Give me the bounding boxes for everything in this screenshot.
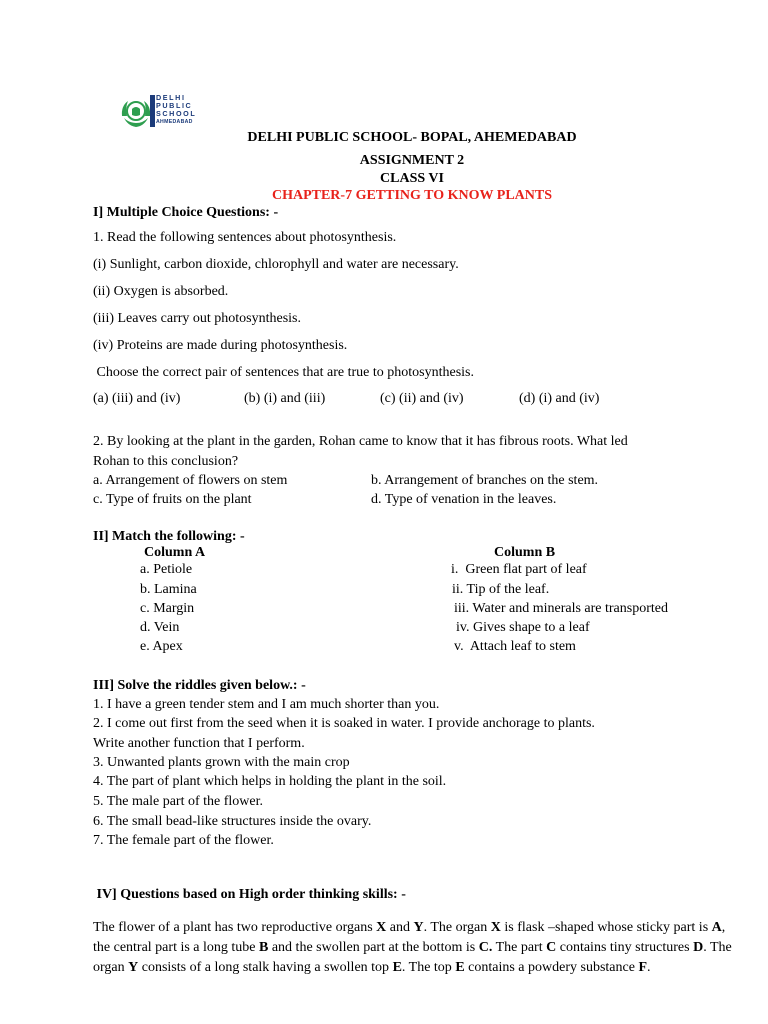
label-letter: A — [711, 920, 722, 935]
question-1-stem: 1. Read the following sentences about photosynthesis. — [93, 230, 397, 245]
match-item-b: v. Attach leaf to stem — [454, 639, 576, 654]
paragraph-text: consists of a long stalk having a swollen top — [138, 960, 393, 975]
option-d: (d) (i) and (iv) — [519, 391, 600, 406]
label-letter: Y — [128, 960, 139, 975]
paragraph-text: and — [386, 920, 414, 935]
logo-subtitle: AHMEDABAD — [156, 119, 193, 125]
paragraph-text: , the central part is a long tube — [93, 920, 726, 955]
match-item-b: ii. Tip of the leaf. — [452, 582, 550, 597]
label-letter: X — [490, 920, 501, 935]
label-letter: E — [455, 960, 465, 975]
q2-option-c: c. Type of fruits on the plant — [93, 492, 252, 507]
statement-item: (i) Sunlight, carbon dioxide, chlorophyll and water are necessary. — [93, 257, 459, 272]
q2-option-d: d. Type of venation in the leaves. — [371, 492, 557, 507]
label-letter: C — [546, 940, 557, 955]
match-item-a: c. Margin — [140, 601, 195, 616]
question-2-stem-cont: Rohan to this conclusion? — [93, 454, 239, 469]
option-a: (a) (iii) and (iv) — [93, 391, 181, 406]
label-letter: X — [376, 920, 387, 935]
match-item-b: iii. Water and minerals are transported — [454, 601, 668, 616]
q2-option-b: b. Arrangement of branches on the stem. — [371, 473, 599, 488]
section-3-heading: III] Solve the riddles given below.: - — [93, 678, 306, 693]
question-2-stem: 2. By looking at the plant in the garden, Rohan came to know that it has fibrous roots. What led — [93, 434, 628, 449]
label-letter: Y — [413, 920, 424, 935]
assignment-title: ASSIGNMENT 2 — [359, 153, 465, 168]
riddle-item: 5. The male part of the flower. — [93, 794, 264, 809]
paragraph-text: . The top — [401, 960, 456, 975]
label-letter: B — [259, 940, 269, 955]
q2-option-a: a. Arrangement of flowers on stem — [93, 473, 288, 488]
riddle-item: 3. Unwanted plants grown with the main crop — [93, 755, 350, 770]
riddle-item: 2. I come out first from the seed when it is soaked in water. I provide anchorage to plants. — [93, 716, 595, 731]
school-logo — [119, 94, 209, 130]
section-1-heading: I] Multiple Choice Questions: - — [93, 205, 279, 220]
paragraph-text: . — [647, 960, 651, 975]
column-a-header: Column A — [144, 545, 206, 560]
school-title: DELHI PUBLIC SCHOOL- BOPAL, AHEMEDABAD — [247, 130, 577, 145]
option-b: (b) (i) and (iii) — [244, 391, 326, 406]
paragraph-text: . The organ — [423, 920, 491, 935]
paragraph-text: and the swollen part at the bottom is — [268, 940, 479, 955]
chapter-title: CHAPTER-7 GETTING TO KNOW PLANTS — [271, 188, 553, 203]
paragraph-text: The part — [492, 940, 547, 955]
match-item-a: a. Petiole — [140, 562, 193, 577]
match-item-b: iv. Gives shape to a leaf — [456, 620, 590, 635]
logo-wordmark: DELHI PUBLIC SCHOOL — [156, 93, 197, 118]
match-item-b: i. Green flat part of leaf — [451, 562, 587, 577]
option-c: (c) (ii) and (iv) — [380, 391, 464, 406]
label-letter: D — [693, 940, 704, 955]
class-title: CLASS VI — [380, 171, 444, 186]
label-letter: E — [392, 960, 402, 975]
riddle-item: 4. The part of plant which helps in holding the plant in the soil. — [93, 774, 447, 789]
label-letter: F — [638, 960, 648, 975]
statement-item: (iv) Proteins are made during photosynthesis. — [93, 338, 348, 353]
column-b-header: Column B — [494, 545, 556, 560]
paragraph-text: contains tiny structures — [556, 940, 694, 955]
match-item-a: d. Vein — [140, 620, 180, 635]
label-letter: C. — [478, 940, 493, 955]
riddle-item: 7. The female part of the flower. — [93, 833, 274, 848]
riddle-item: Write another function that I perform. — [93, 736, 305, 751]
question-1-prompt: Choose the correct pair of sentences that are true to photosynthesis. — [93, 365, 474, 380]
riddle-item: 6. The small bead-like structures inside the ovary. — [93, 814, 372, 829]
hots-paragraph — [93, 918, 743, 978]
section-4-heading: IV] Questions based on High order thinking skills: - — [93, 887, 406, 902]
paragraph-text: is flask –shaped whose sticky part is — [500, 920, 712, 935]
school-emblem-icon — [119, 96, 153, 130]
match-item-a: e. Apex — [140, 639, 183, 654]
section-2-heading: II] Match the following: - — [93, 529, 245, 544]
statement-item: (ii) Oxygen is absorbed. — [93, 284, 229, 299]
match-item-a: b. Lamina — [140, 582, 197, 597]
riddle-item: 1. I have a green tender stem and I am much shorter than you. — [93, 697, 440, 712]
paragraph-text: contains a powdery substance — [464, 960, 639, 975]
statement-item: (iii) Leaves carry out photosynthesis. — [93, 311, 302, 326]
paragraph-text: The flower of a plant has two reproductive organs — [93, 920, 377, 935]
paragraph-text: . The organ — [93, 940, 732, 975]
